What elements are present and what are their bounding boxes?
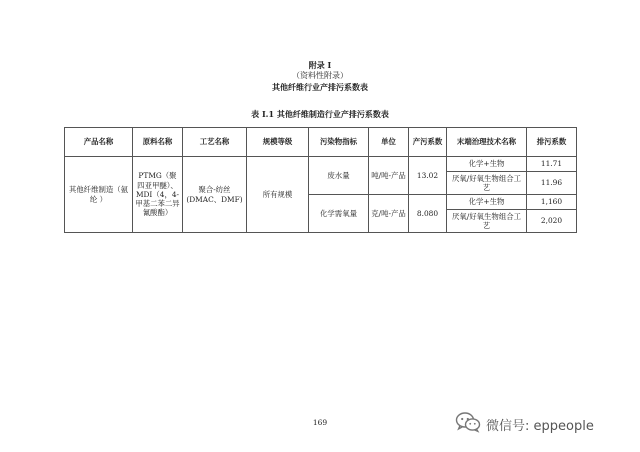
pollutant-cell: 废水量 [309,157,369,195]
pollutant-cell: 化学需氧量 [309,195,369,233]
unit-cell: 克/吨-产品 [369,195,409,233]
end-tech-cell: 化学+生物 [447,157,527,172]
process-cell: 聚合-纺丝(DMAC、DMF) [183,157,247,233]
table-caption: 表 I.1 其他纤维制造行业产排污系数表 [251,109,389,119]
page-number: 169 [312,418,328,427]
table-row [65,157,577,172]
col-header-raw-material: 原料名称 [133,128,183,157]
discharge-coef-cell: 2,020 [527,210,577,233]
discharge-coef-cell: 11.96 [527,172,577,195]
emission-coefficient-table [64,127,577,233]
col-header-end-tech: 末端治理技术名称 [447,128,527,157]
appendix-title: 其他纤维行业产排污系数表 [272,82,368,92]
col-header-pollutant: 污染物指标 [309,128,369,157]
end-tech-cell: 厌氧/好氧生物组合工艺 [447,172,527,195]
col-header-product: 产品名称 [65,128,133,157]
scale-cell: 所有规模 [247,157,309,233]
col-header-scale: 规模等级 [247,128,309,157]
watermark [455,411,594,437]
discharge-coef-cell: 1,160 [527,195,577,210]
discharge-coef-cell: 11.71 [527,157,577,172]
col-header-discharge-coef: 排污系数 [527,128,577,157]
watermark-text: 微信号: eppeople [486,418,594,434]
col-header-gen-coef: 产污系数 [409,128,447,157]
end-tech-cell: 厌氧/好氧生物组合工艺 [447,210,527,233]
appendix-label: 附录 I [308,60,332,70]
col-header-process: 工艺名称 [183,128,247,157]
appendix-note: （资料性附录） [292,71,348,80]
gen-coef-cell: 13.02 [409,157,447,195]
raw-material-cell: PTMG（聚四亚甲醚）、MDI（4，4-甲基二苯二异氰酸酯） [133,157,183,233]
end-tech-cell: 化学+生物 [447,195,527,210]
unit-cell: 吨/吨-产品 [369,157,409,195]
wechat-icon [455,411,486,437]
gen-coef-cell: 8.080 [409,195,447,233]
product-cell: 其他纤维制造（氨纶 ） [65,157,133,233]
col-header-unit: 单位 [369,128,409,157]
table-header-row [65,128,577,157]
